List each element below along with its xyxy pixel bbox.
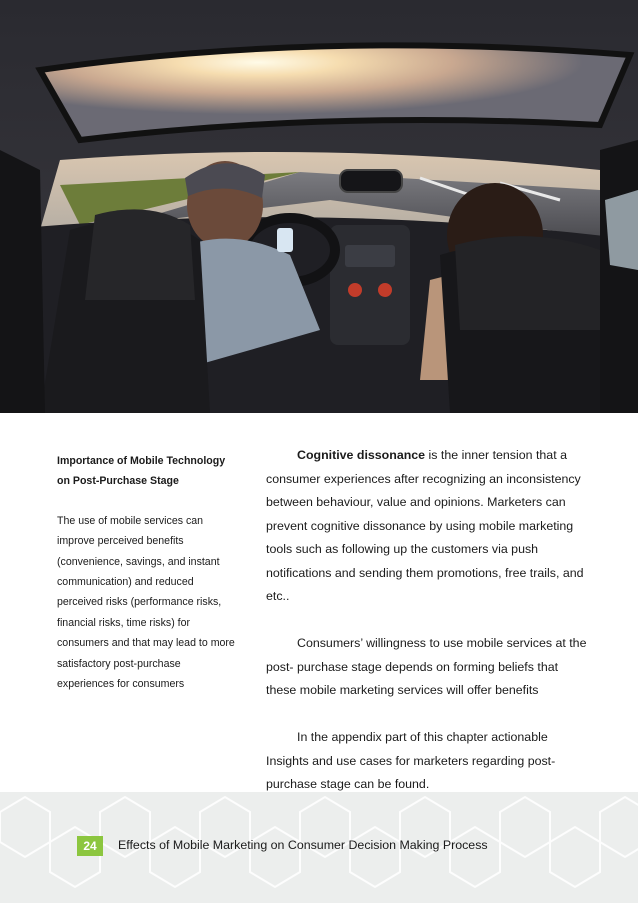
paragraph-consumers-willingness: Consumers’ willingness to use mobile services at the post- purchase stage depends on forming beliefs that these mobile marketing services will offer benefits: [266, 636, 587, 697]
sidebar-body: The use of mobile services can improve perceived benefits (convenience, savings, and instant communication) and reduced perceived risks (performance risks, financial risks, time risks) for consumers and that may lead to more satisfactory post-purchase experiences for consumers: [57, 514, 235, 691]
paragraph-1-text: is the inner tension that a consumer experiences after recognizing an inconsistency between behaviour, value and opinions. Marketers can prevent cognitive dissonance by using mobile marketing tools such as following up the customers via push notifications and sending them promotions, free trails, and etc..: [266, 448, 584, 603]
footer-title: Effects of Mobile Marketing on Consumer Decision Making Process: [118, 838, 488, 852]
paragraph-appendix: In the appendix part of this chapter actionable Insights and use cases for marketers regarding post-purchase stage can be found.: [266, 730, 556, 791]
term-cognitive-dissonance: Cognitive dissonance: [297, 448, 426, 462]
car-interior-photo-icon: [0, 0, 638, 413]
sidebar-box: [57, 451, 239, 694]
article-body: [266, 444, 588, 820]
paragraph-cognitive-dissonance: [266, 444, 588, 609]
sidebar-title: Importance of Mobile Technology on Post-Purchase Stage: [57, 455, 226, 488]
page-number-badge: 24: [77, 836, 103, 856]
hero-photo: [0, 0, 638, 413]
